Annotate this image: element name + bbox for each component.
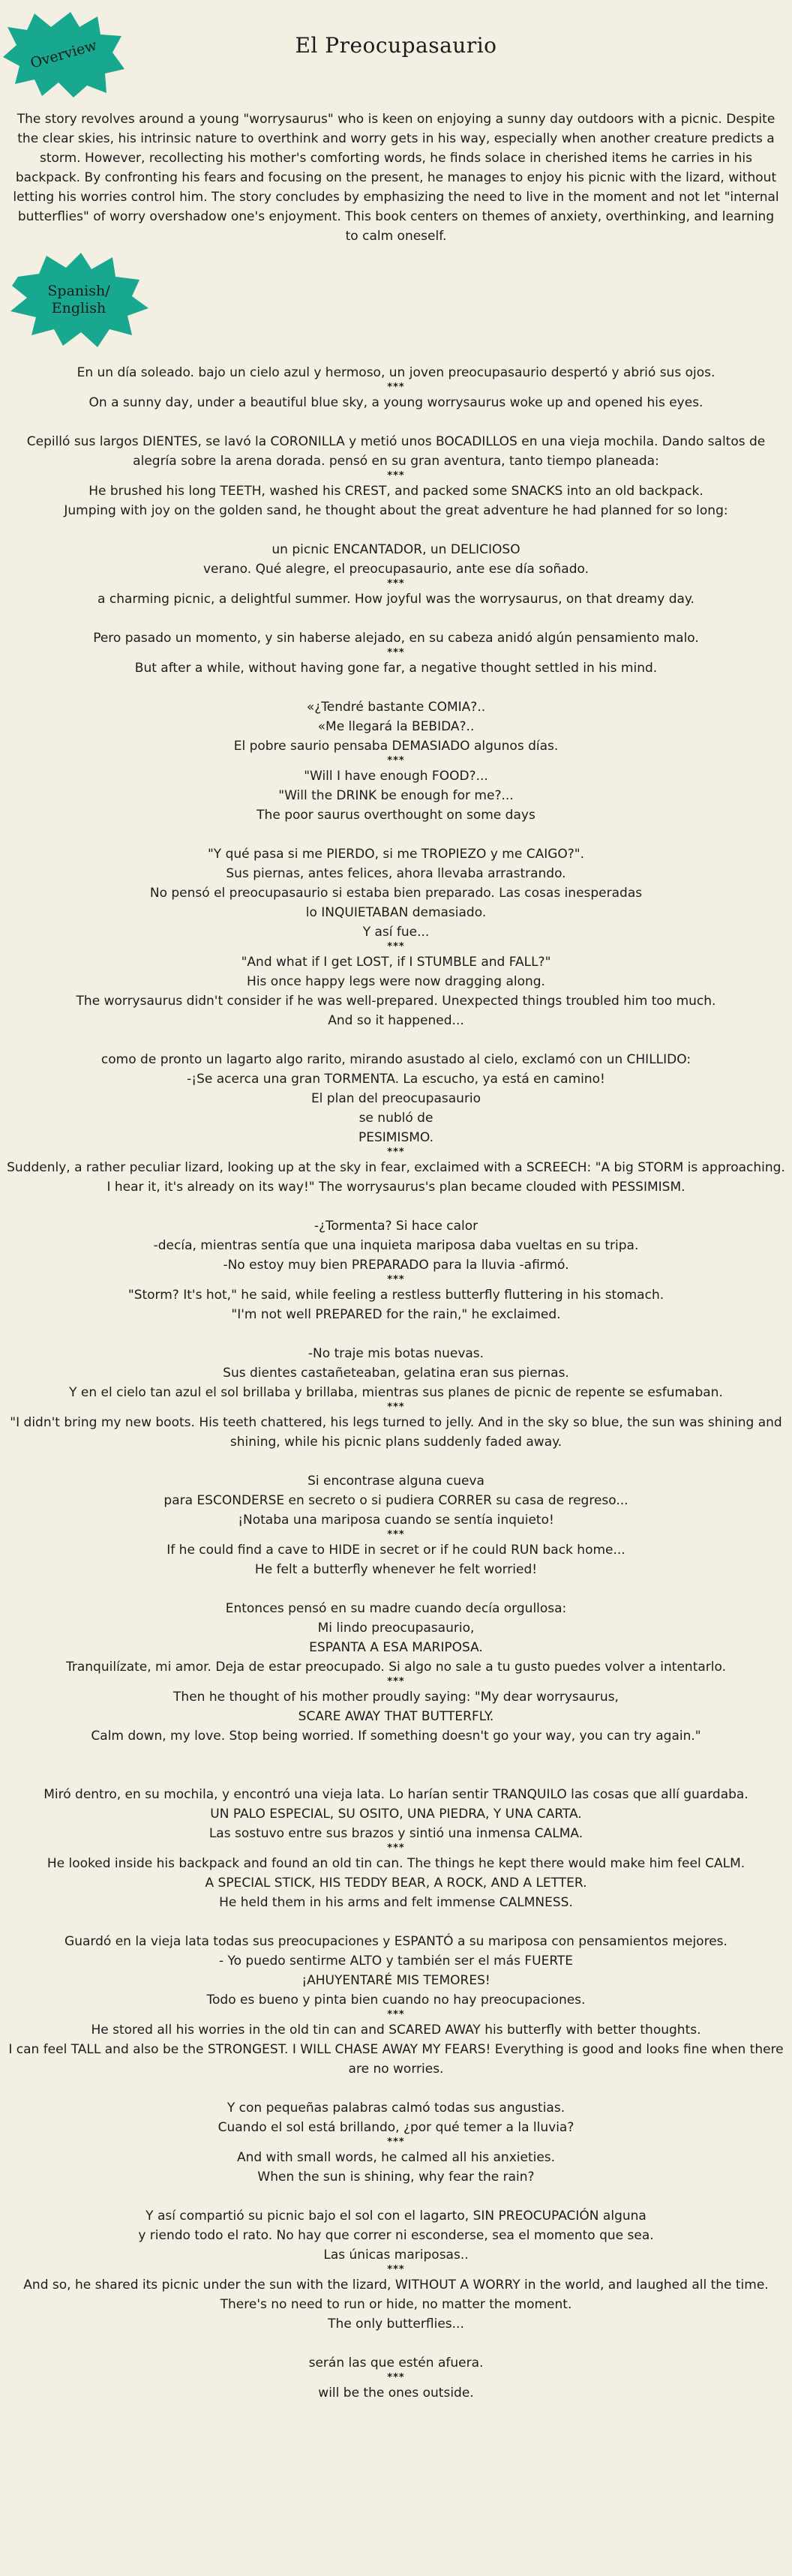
spanish-line: -No traje mis botas nuevas. (308, 1346, 484, 1361)
separator: *** (387, 470, 405, 481)
language-badge-line-2: English (51, 300, 106, 316)
separator: *** (387, 2264, 405, 2275)
english-line: He held them in his arms and felt immense CALMNESS. (219, 1895, 573, 1910)
story-block (6, 1932, 786, 2079)
language-badge (8, 251, 150, 349)
english-line: He stored all his worries in the old tin can and SCARED AWAY his butterfly with better thoughts. (91, 2023, 701, 2038)
spanish-line: Sus piernas, antes felices, ahora llevaba arrastrando. (226, 866, 566, 881)
separator: *** (387, 755, 405, 766)
separator: *** (387, 941, 405, 952)
story-block (6, 432, 786, 520)
spanish-line: "Y qué pasa si me PIERDO, si me TROPIEZO y me CAIGO?". (207, 847, 585, 862)
spanish-line: El plan del preocupasaurio (310, 1091, 482, 1106)
spanish-line: para ESCONDERSE en secreto o si pudiera CORRER su casa de regreso... (164, 1493, 628, 1508)
language-badge-label (8, 283, 150, 317)
spanish-line: ¡AHUYENTARÉ MIS TEMORES! (302, 1973, 490, 1988)
page-title: El Preocupasaurio (295, 33, 497, 58)
spanish-line: -No estoy muy bien PREPARADO para la lluvia -afirmó. (223, 1258, 569, 1273)
spanish-line: -decía, mientras sentía que una inquieta mariposa daba vueltas en su tripa. (153, 1238, 639, 1253)
english-line: "Storm? It's hot," he said, while feeling a restless butterfly fluttering in his stomach. (128, 1288, 664, 1303)
spanish-line: El pobre saurio pensaba DEMASIADO algunos días. (233, 739, 559, 754)
spanish-line: se nubló de (358, 1111, 434, 1126)
spanish-line: Las únicas mariposas.. (323, 2248, 469, 2263)
english-line: He felt a butterfly whenever he felt worried! (254, 1562, 538, 1577)
spanish-line: lo INQUIETABAN demasiado. (305, 905, 487, 920)
english-line: "I'm not well PREPARED for the rain," he exclaimed. (231, 1307, 561, 1322)
english-line: When the sun is shining, why fear the rain? (257, 2170, 535, 2185)
english-line: A SPECIAL STICK, HIS TEDDY BEAR, A ROCK, AND A LETTER. (205, 1876, 587, 1891)
spanish-line: Si encontrase alguna cueva (308, 1474, 484, 1489)
spanish-line: Sus dientes castañeteaban, gelatina eran sus piernas. (223, 1366, 569, 1381)
separator: *** (387, 1402, 405, 1413)
english-line: The poor saurus overthought on some days (256, 808, 536, 823)
english-line: "Will I have enough FOOD?... (304, 769, 488, 784)
english-line: And so, he shared its picnic under the sun with the lizard, WITHOUT A WORRY in the world, and laughed all the time. (23, 2278, 769, 2293)
english-line: Calm down, my love. Stop being worried. If something doesn't go your way, you can try again." (91, 1729, 701, 1744)
separator: *** (387, 647, 405, 658)
english-line: "I didn't bring my new boots. His teeth chattered, his legs turned to jelly. And in the sky so blue, the sun was shining and shining, while his picnic plans suddenly faded away. (10, 1415, 782, 1450)
story-block (6, 1471, 786, 1579)
spanish-line: «Me llegará la BEBIDA?.. (317, 719, 475, 734)
separator: *** (387, 2137, 405, 2148)
spanish-line: ¡Notaba una mariposa cuando se sentía inquieto! (238, 1513, 554, 1528)
story-block (6, 363, 786, 412)
english-line: The only butterflies... (328, 2317, 464, 2332)
english-line: The worrysaurus didn't consider if he was well-prepared. Unexpected things troubled him too much. (76, 994, 716, 1009)
story-block (6, 1785, 786, 1912)
spanish-line: -¡Se acerca una gran TORMENTA. La escucho, ya está en camino! (187, 1072, 605, 1087)
spanish-line: Mi lindo preocupasaurio, (317, 1621, 475, 1636)
spanish-line: Miró dentro, en su mochila, y encontró una vieja lata. Lo harían sentir TRANQUILO las cosas que allí guardaba. (44, 1787, 748, 1802)
story-block (6, 2353, 786, 2403)
spanish-line: verano. Qué alegre, el preocupasaurio, ante ese día soñado. (202, 562, 590, 577)
spanish-line: Cepilló sus largos DIENTES, se lavó la CORONILLA y metió unos BOCADILLOS en una vieja mochila. Dando saltos de alegría sobre la arena dorada. pensó en su gran aventura, tanto tiempo planeada: (26, 434, 766, 469)
english-line: Jumping with joy on the golden sand, he thought about the great adventure he had planned for so long: (64, 503, 728, 518)
spanish-line: Y en el cielo tan azul el sol brillaba y brillaba, mientras sus planes de picnic de repente se esfumaban. (69, 1385, 723, 1400)
spanish-line: un picnic ENCANTADOR, un DELICIOSO (272, 542, 520, 557)
separator: *** (387, 382, 405, 393)
story-block (6, 2098, 786, 2187)
separator: *** (387, 1676, 405, 1687)
english-line: He looked inside his backpack and found an old tin can. The things he kept there would make him feel CALM. (46, 1856, 746, 1871)
spanish-line: serán las que estén afuera. (308, 2356, 484, 2371)
spanish-line: Y con pequeñas palabras calmó todas sus angustias. (226, 2101, 566, 2116)
english-line: "And what if I get LOST, if I STUMBLE and FALL?" (241, 955, 551, 970)
separator: *** (387, 2009, 405, 2020)
separator: *** (387, 578, 405, 589)
spanish-line: PESIMISMO. (358, 1130, 434, 1145)
story-block (6, 2206, 786, 2334)
english-line: Suddenly, a rather peculiar lizard, looking up at the sky in fear, exclaimed with a SCREECH: "A big STORM is approaching. I hear it, it's already on its way!" The worrysaurus's plan became clouded with PESSIMISM. (7, 1160, 785, 1195)
spanish-line: y riendo todo el rato. No hay que correr ni esconderse, sea el momento que sea. (138, 2228, 654, 2243)
spanish-line: Cuando el sol está brillando, ¿por qué temer a la lluvia? (218, 2120, 574, 2135)
separator: *** (387, 2372, 405, 2383)
english-line: If he could find a cave to HIDE in secret or if he could RUN back home... (166, 1543, 626, 1558)
english-line: But after a while, without having gone far, a negative thought settled in his mind. (134, 661, 658, 676)
english-line: will be the ones outside. (318, 2386, 474, 2401)
story-block (6, 540, 786, 609)
english-line: On a sunny day, under a beautiful blue sky, a young worrysaurus woke up and opened his eyes. (88, 395, 704, 410)
spanish-line: como de pronto un lagarto algo rarito, mirando asustado al cielo, exclamó con un CHILLIDO: (100, 1052, 692, 1067)
spanish-line: Guardó en la vieja lata todas sus preocupaciones y ESPANTÓ a su mariposa con pensamientos mejores. (64, 1934, 728, 1949)
story-block (6, 697, 786, 825)
spanish-line: En un día soleado. bajo un cielo azul y hermoso, un joven preocupasaurio despertó y abrió sus ojos. (76, 365, 716, 380)
separator: *** (387, 1274, 405, 1285)
story-block (6, 1599, 786, 1746)
spanish-line: Pero pasado un momento, y sin haberse alejado, en su cabeza anidó algún pensamiento malo. (93, 631, 699, 646)
english-line: Then he thought of his mother proudly saying: "My dear worrysaurus, (173, 1690, 619, 1705)
english-line: And so it happened... (328, 1013, 464, 1028)
english-line: I can feel TALL and also be the STRONGEST. I WILL CHASE AWAY MY FEARS! Everything is good and looks fine when there are no worries. (8, 2042, 784, 2077)
overview-text: The story revolves around a young "worrysaurus" who is keen on enjoying a sunny day outdoors with a picnic. Despite the clear skies, his intrinsic nature to overthink and worry gets in his way, especially when another creature predicts a storm. However, recollecting his mother's comforting words, he finds solace in cherished items he carries in his backpack. By confronting his fears and focusing on the present, he manages to enjoy his picnic with the lizard, without letting his worries control him. The story concludes by emphasizing the need to live in the moment and not let "internal butterflies" of worry overshadow one's enjoyment. This book centers on themes of anxiety, overthinking, and learning to calm oneself. (13, 112, 779, 244)
spanish-line: «¿Tendré bastante COMIA?.. (306, 700, 486, 715)
spanish-line: UN PALO ESPECIAL, SU OSITO, UNA PIEDRA, Y UNA CARTA. (210, 1807, 582, 1822)
spanish-line: Y así compartió su picnic bajo el sol con el lagarto, SIN PREOCUPACIÓN alguna (146, 2209, 646, 2224)
english-line: He brushed his long TEETH, washed his CREST, and packed some SNACKS into an old backpack. (88, 484, 704, 499)
separator: *** (387, 1843, 405, 1854)
spanish-line: Todo es bueno y pinta bien cuando no hay preocupaciones. (206, 1993, 586, 2008)
english-line: There's no need to run or hide, no matter the moment. (220, 2297, 572, 2312)
english-line: His once happy legs were now dragging along. (247, 974, 545, 989)
story-block (6, 1216, 786, 1324)
spanish-line: ESPANTA A ESA MARIPOSA. (309, 1640, 483, 1655)
language-badge-line-1: Spanish/ (47, 283, 110, 299)
spanish-line: Y así fue... (362, 925, 430, 940)
spanish-line: Tranquilízate, mi amor. Deja de estar preocupado. Si algo no sale a tu gusto puedes volver a intentarlo. (65, 1660, 726, 1675)
overview-badge-label: Overview (28, 37, 99, 72)
spanish-line: - Yo puedo sentirme ALTO y también ser el más FUERTE (218, 1954, 574, 1969)
story-block (6, 1344, 786, 1452)
english-line: "Will the DRINK be enough for me?... (278, 788, 514, 803)
spanish-line: No pensó el preocupasaurio si estaba bien preparado. Las cosas inesperadas (149, 886, 643, 901)
story-block (6, 1050, 786, 1197)
spanish-line: Las sostuvo entre sus brazos y sintió una inmensa CALMA. (208, 1826, 584, 1841)
spanish-line: -¿Tormenta? Si hace calor (314, 1219, 478, 1234)
english-line: And with small words, he calmed all his anxieties. (236, 2150, 556, 2165)
english-line: SCARE AWAY THAT BUTTERFLY. (298, 1709, 494, 1724)
separator: *** (387, 1147, 405, 1158)
story-block (6, 844, 786, 1030)
english-line: a charming picnic, a delightful summer. How joyful was the worrysaurus, on that dreamy day. (98, 592, 694, 607)
spanish-line: Entonces pensó en su madre cuando decía orgullosa: (225, 1601, 567, 1616)
story-block (6, 628, 786, 678)
story-text (6, 363, 786, 2422)
separator: *** (387, 1529, 405, 1540)
